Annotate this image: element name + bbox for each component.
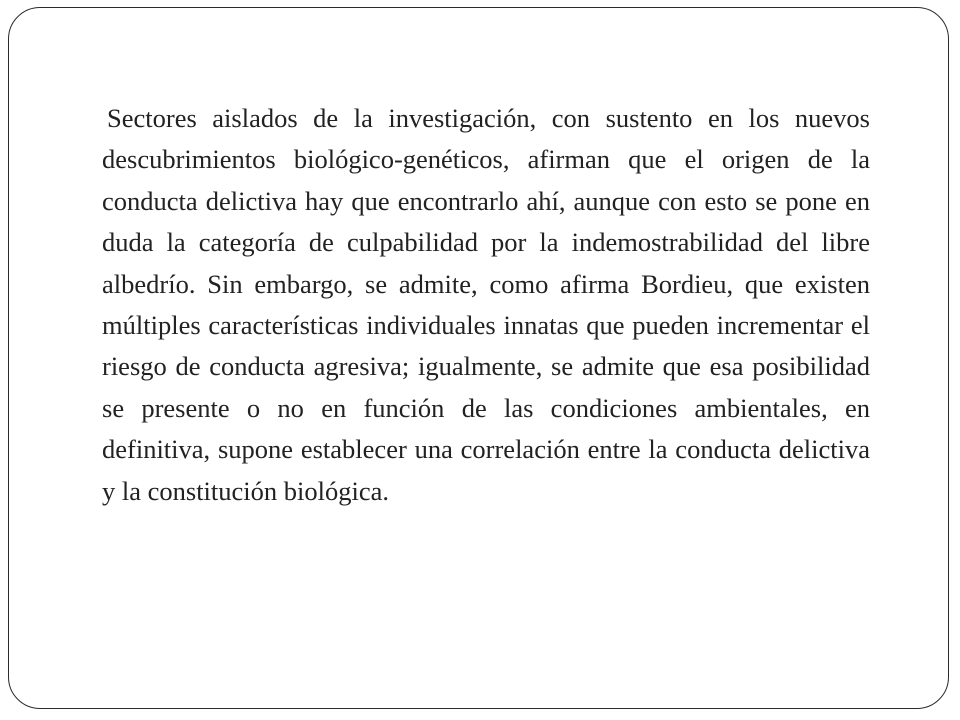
body-paragraph: Sectores aislados de la investigación, con sustento en los nuevos descubrimientos biológico-genéticos, afirman que el origen de la conducta delictiva hay que encontrarlo ahí, aunque con esto se pone en duda la categoría de culpabilidad por la indemostrabilidad del libre albedrío. Sin embargo, se admite, como afirma Bordieu, que existen múltiples características individuales innatas que pueden incrementar el riesgo de conducta agresiva; igualmente, se admite que esa posibilidad se presente o no en función de las condiciones ambientales, en definitiva, supone establecer una correlación entre la conducta delictiva y la constitución biológica.: [102, 103, 870, 506]
